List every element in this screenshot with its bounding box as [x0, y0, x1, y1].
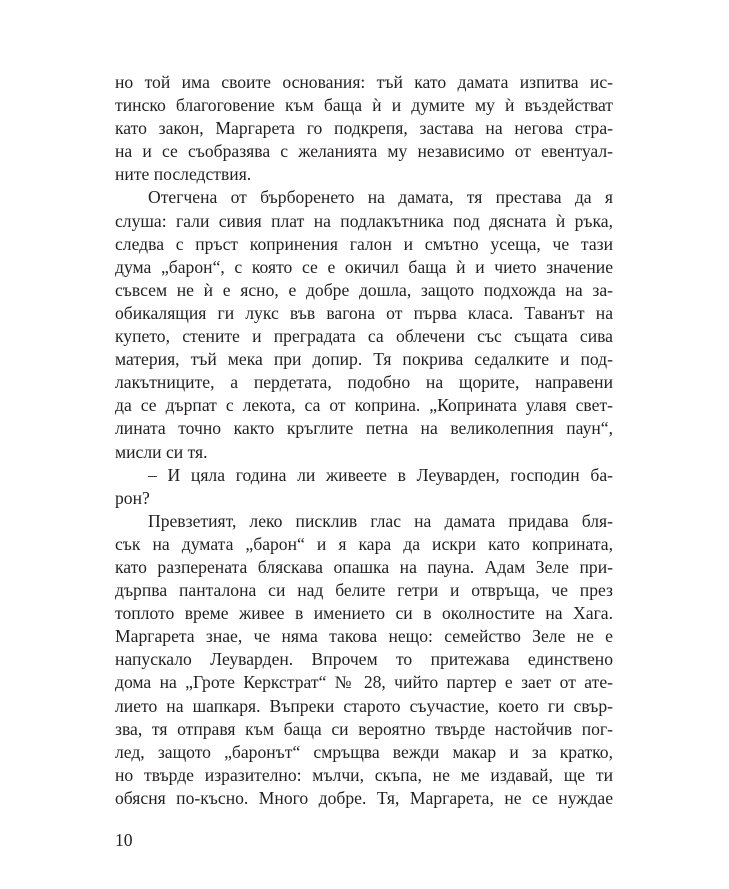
text-line: дома на „Гроте Керкстрат“ № 28, чийто партер е зает от ате- [115, 672, 613, 693]
text-line: съвсем не ѝ е ясно, е добре дошла, защото подхожда на за- [115, 279, 613, 300]
text-line: Превзетият, леко писклив глас на дамата придава бля- [148, 510, 613, 531]
text-line: топлото време живее в имението си в околностите на Хага. [115, 603, 613, 624]
text-line: напускало Леуварден. Впрочем то притежава единствено [115, 649, 613, 670]
text-line: тинско благоговение към баща ѝ и думите му ѝ въздействат [115, 95, 613, 116]
text-line: но той има своите основания: тъй като дамата изпитва ис- [115, 72, 613, 92]
text-line: дума „барон“, с която се е окичил баща ѝ и чието значение [115, 256, 613, 277]
text-line: на и се съобразява с желанията му независимо от евентуал- [115, 141, 613, 162]
text-line: лакътниците, а пердетата, подобно на щорите, направени [115, 372, 613, 393]
text-line: ните последствия. [115, 164, 252, 185]
text-line: материя, тъй мека при допир. Тя покрива седалките и под- [115, 349, 613, 370]
text-line: Маргарета знае, че няма такова нещо: семейство Зеле не е [115, 626, 613, 647]
text-line: мисли си тя. [115, 441, 208, 462]
text-line: лието на шапкаря. Въпреки старото съучастие, което ги свър- [115, 695, 613, 716]
body-text [115, 71, 613, 810]
text-line: дърпва панталона си над белите гетри и отвръща, че през [115, 580, 613, 601]
text-line: лината точно както кръглите петна на великолепния паун“, [115, 418, 613, 439]
text-line: обикалящия ги лукс във вагона от първа класа. Таванът на [115, 302, 613, 323]
text-line: сък на думата „барон“ и я кара да искри като коприната, [115, 533, 613, 554]
text-line: като разперената бляскава опашка на пауна. Адам Зеле при- [115, 556, 613, 577]
text-line: като закон, Маргарета го подкрепя, застава на негова стра- [115, 118, 613, 139]
text-line: лед, защото „баронът“ смръщва вежди макар и за кратко, [115, 741, 613, 762]
text-line: – И цяла година ли живеете в Леуварден, господин ба- [148, 464, 613, 485]
page-number: 10 [115, 830, 133, 850]
text-line: рон? [115, 487, 150, 508]
text-line: да се дърпат с лекота, са от коприна. „Коприната улавя свет- [115, 395, 613, 416]
text-line: обясня по-късно. Много добре. Тя, Маргарета, не се нуждае [115, 787, 613, 808]
text-line: купето, стените и преградата са облечени със същата сива [115, 326, 613, 347]
text-line: следва с пръст копринения галон и смътно усеща, че тази [115, 233, 613, 254]
text-line: зва, тя отправя към баща си вероятно твърде настойчив пог- [115, 718, 613, 739]
text-line: но твърде изразително: мълчи, скъпа, не ме издавай, ще ти [115, 764, 613, 785]
text-line: слуша: гали сивия плат на подлакътника под дясната ѝ ръка, [115, 210, 613, 231]
text-line: Отегчена от бърборенето на дамата, тя престава да я [148, 187, 613, 208]
